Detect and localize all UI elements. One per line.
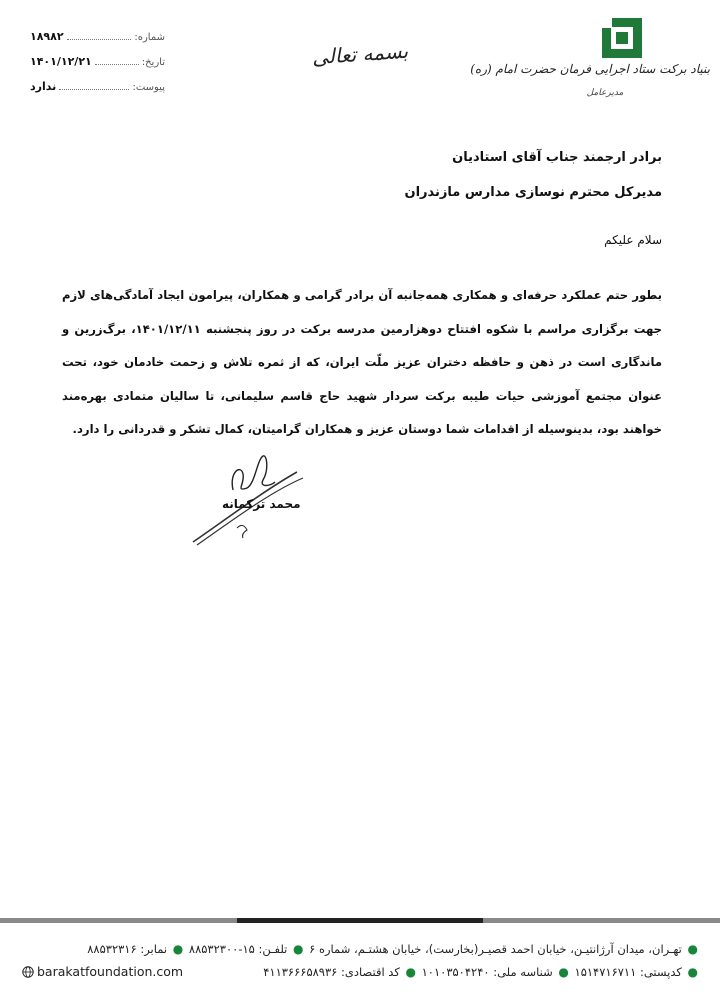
- bullet-icon: ●: [292, 942, 304, 956]
- foundation-logo-icon: [602, 18, 642, 58]
- letter-date-label: تاریخ:: [141, 57, 165, 68]
- phone-label: تلفـن:: [258, 942, 288, 956]
- dotted-leader: [95, 56, 139, 65]
- letter-number-row: [30, 30, 165, 55]
- phone-value: ۱۵-۸۸۵۳۲۳۰۰: [188, 942, 255, 956]
- letter-heading: بسمه تعالی: [311, 38, 409, 70]
- website-link[interactable]: [22, 964, 183, 979]
- addressee-title: مدیرکل محترم نوسازی مدارس مازندران: [404, 185, 662, 200]
- economic-code-label: کد اقتصادی:: [341, 965, 400, 979]
- letter-date-row: [30, 55, 165, 80]
- bullet-icon: ●: [172, 942, 184, 956]
- fax-value: ۸۸۵۳۲۳۱۶: [87, 942, 137, 956]
- org-sub-title: مدیرعامل: [586, 88, 624, 98]
- postal-label: کدپستی:: [639, 965, 682, 979]
- footer-codes-line: [263, 965, 700, 979]
- globe-icon: [22, 966, 34, 978]
- attachment-label: پیوست:: [132, 82, 165, 93]
- letter-date-value: ۱۴۰۱/۱۲/۲۱: [30, 55, 92, 68]
- letter-number-value: ۱۸۹۸۲: [30, 30, 64, 43]
- bullet-icon: ●: [687, 965, 698, 979]
- letter-body: بطور حتم عملکرد حرفه‌ای و همکاری همه‌جانبه آن برادر گرامی و همکاران، پیرامون ایجاد آمادگی‌های لازم جهت برگزاری مراسم با شکوه افتتاح دوهزارمین مدرسه برکت در روز پنجشنبه ۱۴۰۱/۱۲/۱۱، برگ‌زرین و ماندگاری است در ذهن و حافظه دختران عزیز ملّت ایران، که از ثمره تلاش و زحمت خادمان خود، تحت عنوان مجتمع آموزشی حیات طیبه برکت سردار شهید حاج قاسم سلیمانی، تا سالیان متمادی بهره‌مند خواهند بود، بدینوسیله از اقدامات شما دوستان عزیز و همکاران گرامیتان، کمال تشکر و قدردانی را دارد.: [62, 288, 662, 436]
- attachment-value: ندارد: [30, 80, 57, 93]
- letter-meta: [30, 30, 165, 105]
- bullet-icon: ●: [687, 942, 698, 956]
- website-text[interactable]: barakatfoundation.com: [37, 964, 184, 979]
- dotted-leader: [67, 31, 132, 40]
- signer-name: محمد ترکمانه: [222, 497, 301, 511]
- postal-value: ۱۵۱۴۷۱۶۷۱۱: [574, 965, 637, 979]
- letter-number-label: شماره:: [134, 32, 165, 43]
- bullet-icon: ●: [558, 965, 569, 979]
- addressee-name: برادر ارجمند جناب آقای استادیان: [452, 150, 662, 165]
- bullet-icon: ●: [405, 965, 416, 979]
- national-id-label: شناسه ملی:: [493, 965, 553, 979]
- fax-label: نمابر:: [140, 942, 168, 956]
- dotted-leader: [59, 81, 129, 90]
- footer-address-line: [87, 942, 700, 956]
- economic-code-value: ۴۱۱۳۶۶۶۵۸۹۳۶: [263, 965, 338, 979]
- attachment-row: [30, 80, 165, 105]
- salutation: سلام علیکم: [604, 233, 662, 247]
- national-id-value: ۱۰۱۰۳۵۰۴۲۴۰: [421, 965, 490, 979]
- footer-address: تهـران، میدان آرژانتیـن، خیابان احمد قصیـر(بخارست)، خیابان هشتـم، شماره ۶: [309, 942, 682, 956]
- footer-rule-accent: [237, 918, 483, 923]
- org-name: بنیاد برکت ستاد اجرایی فرمان حضرت امام (ره): [470, 62, 710, 76]
